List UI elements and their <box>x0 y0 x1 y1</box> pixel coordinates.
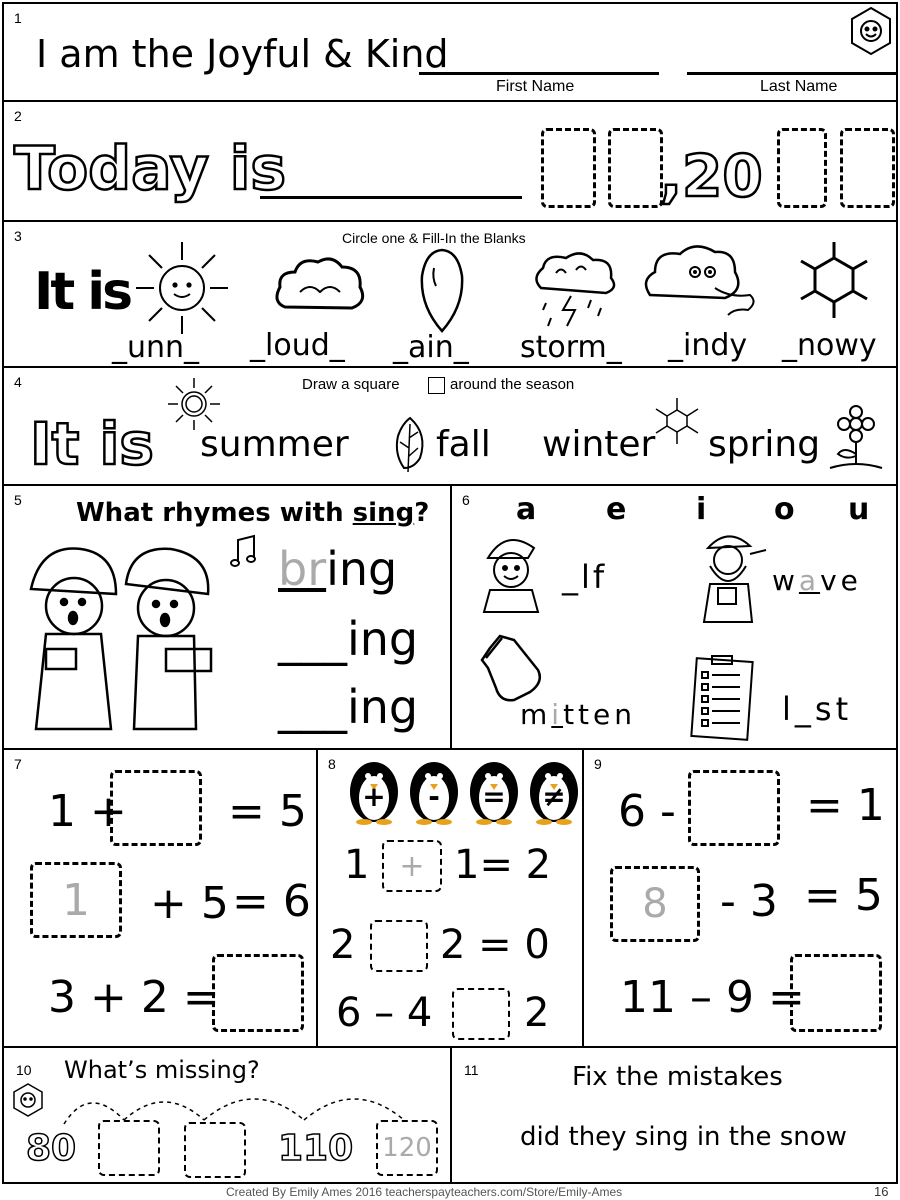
page-number: 16 <box>874 1184 889 1199</box>
rhyme-suffix: ing <box>347 612 419 666</box>
section-7-addition <box>2 748 318 1048</box>
section-4-season <box>2 366 898 486</box>
eq7-row3-box[interactable] <box>212 954 304 1032</box>
mitten-trace-letter: i <box>551 698 564 731</box>
eq8-row2-b: 2 = 0 <box>440 922 550 968</box>
eq8-row1-a: 1 <box>344 842 370 888</box>
eq8-row3-b: 2 <box>524 990 550 1036</box>
eq9-row2-a: - 3 <box>720 876 778 927</box>
section-10-missing <box>2 1046 452 1184</box>
section-number: 5 <box>14 492 22 508</box>
season-summer[interactable]: summer <box>200 424 349 465</box>
eq9-row2-b: = 5 <box>804 870 883 921</box>
santa-icon <box>688 526 768 626</box>
elf-icon <box>476 528 546 618</box>
date-box-1[interactable] <box>541 128 596 208</box>
season-instruction-b: around the season <box>450 376 575 393</box>
missing-trace-120: 120 <box>382 1133 432 1163</box>
rhyme-suffix: ing <box>326 542 398 596</box>
eq9-row1-a: 6 - <box>618 786 676 837</box>
year-box-2[interactable] <box>840 128 895 208</box>
missing-box-2[interactable] <box>184 1122 246 1178</box>
rhyme-blank: ___ <box>278 612 347 666</box>
penguin-plus-icon <box>344 754 404 826</box>
mitten-part-b: tten <box>563 698 636 731</box>
vowel-o: o <box>774 492 795 527</box>
date-line[interactable] <box>260 196 522 199</box>
missing-box-1[interactable] <box>98 1120 160 1176</box>
section-number: 7 <box>14 756 22 772</box>
raindrop-icon <box>412 246 472 336</box>
weather-instruction: Circle one & Fill-In the Blanks <box>342 230 526 246</box>
footer-credit: Created By Emily Ames 2016 teacherspayteachers.com/Store/Emily-Ames <box>226 1185 623 1199</box>
windy-cloud-icon <box>640 240 760 330</box>
eq7-row1-box[interactable] <box>110 770 202 846</box>
sign-not-equal: ≠ <box>542 780 566 813</box>
weather-word-rainy[interactable]: _ain_ <box>393 330 469 365</box>
eq8-row1-b: 1= 2 <box>454 842 552 888</box>
eq8-row3-box[interactable] <box>452 988 510 1040</box>
sun-icon <box>132 238 232 338</box>
storm-cloud-icon <box>531 248 621 338</box>
penguin-minus-icon <box>404 754 464 826</box>
rhyme-question-text: What rhymes with <box>76 498 353 528</box>
eq9-row1-box[interactable] <box>688 770 780 846</box>
elf-word[interactable]: _lf <box>562 558 608 596</box>
missing-box-3[interactable] <box>376 1120 438 1176</box>
last-name-line[interactable] <box>687 72 898 75</box>
season-fall[interactable]: fall <box>436 424 491 465</box>
first-name-label: First Name <box>496 78 575 95</box>
section-number: 1 <box>14 10 22 26</box>
eq8-row1-box[interactable] <box>382 840 442 892</box>
checklist-icon <box>690 654 760 744</box>
snowflake-face-small-icon <box>8 1080 48 1120</box>
rhyme-question-mark: ? <box>414 498 430 528</box>
eq7-row2-a: + 5 <box>150 878 229 929</box>
wave-part-a: w <box>772 564 799 597</box>
section-9-subtraction <box>582 748 898 1048</box>
rhyme-answer-1[interactable] <box>278 542 397 596</box>
section-number: 6 <box>462 492 470 508</box>
section-1-name <box>2 2 898 102</box>
vowel-u: u <box>848 492 870 527</box>
eq8-row2-a: 2 <box>330 922 356 968</box>
snowflake-icon <box>794 240 874 320</box>
eq7-row1-b: = 5 <box>228 786 307 837</box>
it-is-label: It is <box>34 262 131 322</box>
section-2-date <box>2 100 898 222</box>
fix-sentence[interactable]: did they sing in the snow <box>520 1122 847 1152</box>
sign-plus: + <box>362 780 386 813</box>
vowel-e: e <box>606 492 627 527</box>
section-6-vowels <box>450 484 898 750</box>
wave-trace-letter: a <box>798 564 821 597</box>
eq7-row3: 3 + 2 = <box>48 972 220 1023</box>
it-is-outline-label: It is <box>30 410 154 478</box>
rhyme-trace-letters: br <box>278 542 327 596</box>
eq9-row2-box[interactable] <box>610 866 700 942</box>
section-11-fix <box>450 1046 898 1184</box>
name-heading: I am the Joyful & Kind <box>36 32 449 76</box>
date-box-2[interactable] <box>608 128 663 208</box>
penguin-row <box>344 754 584 826</box>
missing-title: What’s missing? <box>64 1056 260 1084</box>
weather-word-cloudy[interactable]: _loud_ <box>250 328 345 363</box>
list-word[interactable]: l_st <box>782 690 853 728</box>
wave-word[interactable] <box>772 564 862 597</box>
eq9-row3: 11 – 9 = <box>620 972 805 1023</box>
eq7-row2-b: = 6 <box>232 876 311 927</box>
first-name-line[interactable] <box>419 72 659 75</box>
section-number: 11 <box>464 1062 479 1078</box>
music-note-icon <box>228 534 258 570</box>
rhyme-answer-3[interactable] <box>278 680 418 734</box>
weather-word-sunny[interactable]: _unn_ <box>112 330 200 365</box>
section-5-rhymes <box>2 484 452 750</box>
eq9-row2-trace: 8 <box>642 881 668 927</box>
rhyme-question <box>76 498 429 528</box>
rhyme-blank: ___ <box>278 680 347 734</box>
weather-word-windy[interactable]: _indy <box>668 328 748 363</box>
cloud-icon <box>270 252 370 322</box>
section-number: 3 <box>14 228 22 244</box>
wave-part-b: ve <box>820 564 862 597</box>
eq9-row1-b: = 1 <box>806 780 885 831</box>
hop-arcs <box>54 1084 434 1124</box>
eq7-row2-trace: 1 <box>62 874 90 926</box>
weather-word-snowy[interactable]: _nowy <box>782 328 877 363</box>
vowel-i: i <box>696 492 707 527</box>
mitten-part-a: m <box>520 698 552 731</box>
penguin-not-equal-icon <box>524 754 584 826</box>
section-number: 10 <box>16 1062 32 1078</box>
season-spring[interactable]: spring <box>708 424 821 465</box>
rhyme-target-word: sing <box>352 498 415 528</box>
snowflake-face-icon <box>846 6 896 56</box>
rhyme-answer-2[interactable] <box>278 612 418 666</box>
section-number: 9 <box>594 756 602 772</box>
section-3-weather <box>2 220 898 368</box>
weather-word-stormy[interactable]: storm_ <box>520 330 622 365</box>
sign-equals: = <box>482 780 506 813</box>
eq8-row3-a: 6 – 4 <box>336 990 433 1036</box>
fix-title: Fix the mistakes <box>572 1062 783 1092</box>
flower-icon <box>826 404 886 474</box>
singing-kids-icon <box>16 534 226 744</box>
season-instruction-a: Draw a square <box>302 376 400 393</box>
eq9-row3-box[interactable] <box>790 954 882 1032</box>
eq7-row1-a: 1 + <box>48 786 127 837</box>
last-name-label: Last Name <box>760 78 838 95</box>
snowflake-small-icon <box>652 396 702 446</box>
season-winter[interactable]: winter <box>542 424 656 465</box>
missing-number-110: 110 <box>278 1128 354 1169</box>
section-8-signs <box>316 748 584 1048</box>
section-number: 8 <box>328 756 336 772</box>
section-number: 2 <box>14 108 22 124</box>
leaf-icon <box>390 414 430 474</box>
square-icon <box>428 377 445 394</box>
eq8-row2-box[interactable] <box>370 920 428 972</box>
penguin-equals-icon <box>464 754 524 826</box>
rhyme-suffix: ing <box>347 680 419 734</box>
missing-number-80: 80 <box>26 1128 77 1169</box>
vowel-a: a <box>516 492 537 527</box>
sign-minus: - <box>428 780 440 813</box>
section-number: 4 <box>14 374 22 390</box>
eq7-row2-box[interactable] <box>30 862 122 938</box>
year-prefix: ,20 <box>660 142 763 210</box>
mitten-word[interactable] <box>520 698 636 731</box>
eq8-row1-trace: + <box>399 848 425 884</box>
today-is-heading: Today is <box>14 134 287 204</box>
year-box-1[interactable] <box>777 128 827 208</box>
